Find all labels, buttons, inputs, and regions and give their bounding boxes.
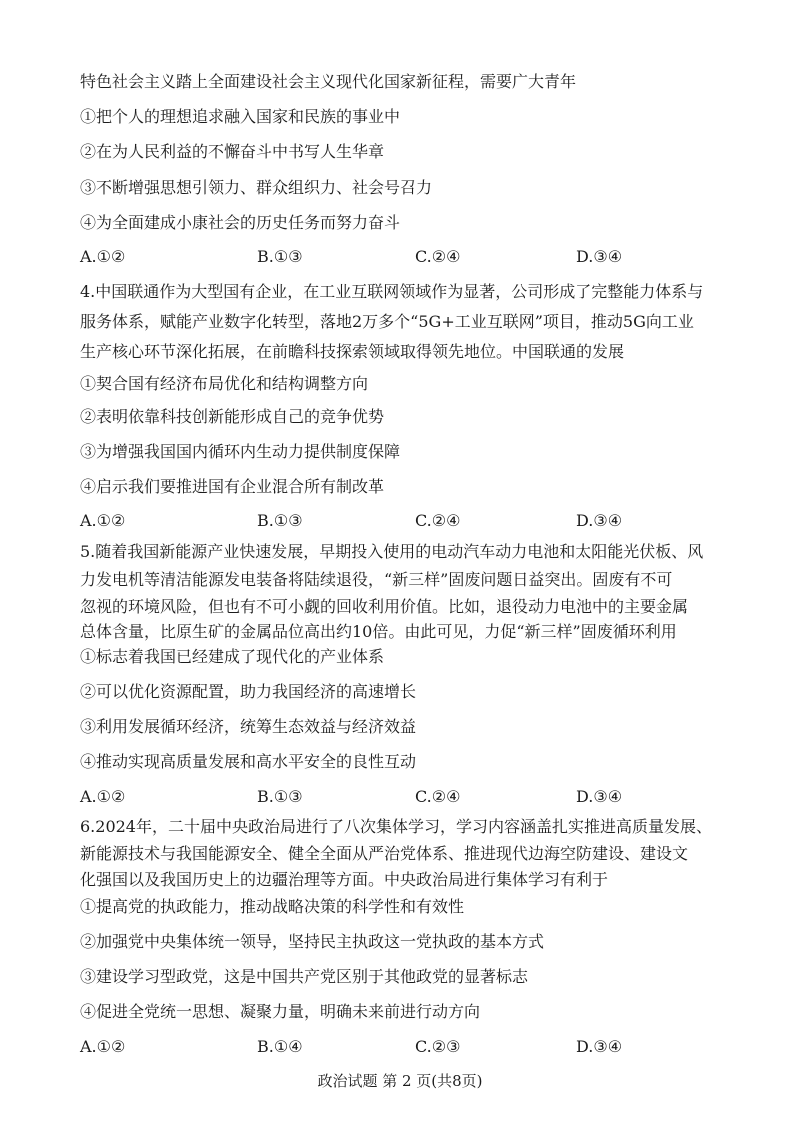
choice-item: ②可以优化资源配置，助力我国经济的高速增长 <box>80 682 417 701</box>
choice-item: ③利用发展循环经济，统筹生态效益与经济效益 <box>80 717 417 736</box>
answer-options <box>80 785 760 809</box>
question-5-stem: 力发电机等清洁能源发电装备将陆续退役，“新三样”固废问题日益突出。固废有不可 <box>80 570 673 589</box>
question-stem-line: 特色社会主义踏上全面建设社会主义现代化国家新征程，需要广大青年 <box>80 72 577 91</box>
question-4-stem: 服务体系，赋能产业数字化转型，落地2万多个“5G+工业互联网”项目，推动5G向工业 <box>80 312 694 331</box>
question-6-stem: 新能源技术与我国能源安全、健全全面从严治党体系、推进现代边海空防建设、建设文 <box>80 844 689 863</box>
choice-item: ①契合国有经济布局优化和结构调整方向 <box>80 374 369 393</box>
question-5-stem: 5.随着我国新能源产业快速发展，早期投入使用的电动汽车动力电池和太阳能光伏板、风 <box>80 542 704 561</box>
option-c: C.②④ <box>415 787 461 806</box>
option-c: C.②④ <box>415 247 461 266</box>
option-a: A.①② <box>80 247 126 266</box>
answer-options <box>80 1035 760 1059</box>
option-d: D.③④ <box>576 1037 623 1056</box>
choice-item: ④推动实现高质量发展和高水平安全的良性互动 <box>80 752 417 771</box>
option-b: B.①④ <box>257 1037 303 1056</box>
choice-item: ②在为人民利益的不懈奋斗中书写人生华章 <box>80 142 385 161</box>
option-a: A.①② <box>80 787 126 806</box>
choice-item: ③建设学习型政党，这是中国共产党区别于其他政党的显著标志 <box>80 967 529 986</box>
choice-item: ①把个人的理想追求融入国家和民族的事业中 <box>80 107 401 126</box>
answer-options <box>80 509 760 533</box>
option-b: B.①③ <box>257 787 303 806</box>
question-5-stem: 忽视的环境风险，但也有不可小觑的回收利用价值。比如，退役动力电池中的主要金属 <box>80 597 689 616</box>
choice-item: ②表明依靠科技创新能形成自己的竞争优势 <box>80 407 385 426</box>
option-d: D.③④ <box>576 787 623 806</box>
question-4-stem: 生产核心环节深化拓展，在前瞻科技探索领域取得领先地位。中国联通的发展 <box>80 342 625 361</box>
choice-item: ④为全面建成小康社会的历史任务而努力奋斗 <box>80 213 401 232</box>
choice-item: ③不断增强思想引领力、群众组织力、社会号召力 <box>80 178 433 197</box>
option-c: C.②③ <box>415 1037 461 1056</box>
choice-item: ②加强党中央集体统一领导，坚持民主执政这一党执政的基本方式 <box>80 932 545 951</box>
option-b: B.①③ <box>257 511 303 530</box>
question-6-stem: 化强国以及我国历史上的边疆治理等方面。中央政治局进行集体学习有利于 <box>80 870 609 889</box>
choice-item: ④促进全党统一思想、凝聚力量，明确未来前进行动方向 <box>80 1002 481 1021</box>
page-footer: 政治试题 第 2 页(共8页) <box>317 1072 483 1090</box>
option-d: D.③④ <box>576 247 623 266</box>
choice-item: ③为增强我国国内循环内生动力提供制度保障 <box>80 442 401 461</box>
answer-options <box>80 245 760 269</box>
question-5-stem: 总体含量，比原生矿的金属品位高出约10倍。由此可见，力促“新三样”固废循环利用 <box>80 622 677 641</box>
question-4-stem: 4.中国联通作为大型国有企业，在工业互联网领域作为显著，公司形成了完整能力体系与 <box>80 282 704 301</box>
option-b: B.①③ <box>257 247 303 266</box>
choice-item: ①标志着我国已经建成了现代化的产业体系 <box>80 647 385 666</box>
option-c: C.②④ <box>415 511 461 530</box>
choice-item: ①提高党的执政能力，推动战略决策的科学性和有效性 <box>80 897 465 916</box>
option-a: A.①② <box>80 511 126 530</box>
question-6-stem: 6.2024年，二十届中央政治局进行了八次集体学习，学习内容涵盖扎实推进高质量发展、 <box>80 817 712 836</box>
choice-item: ④启示我们要推进国有企业混合所有制改革 <box>80 477 385 496</box>
option-d: D.③④ <box>576 511 623 530</box>
option-a: A.①② <box>80 1037 126 1056</box>
